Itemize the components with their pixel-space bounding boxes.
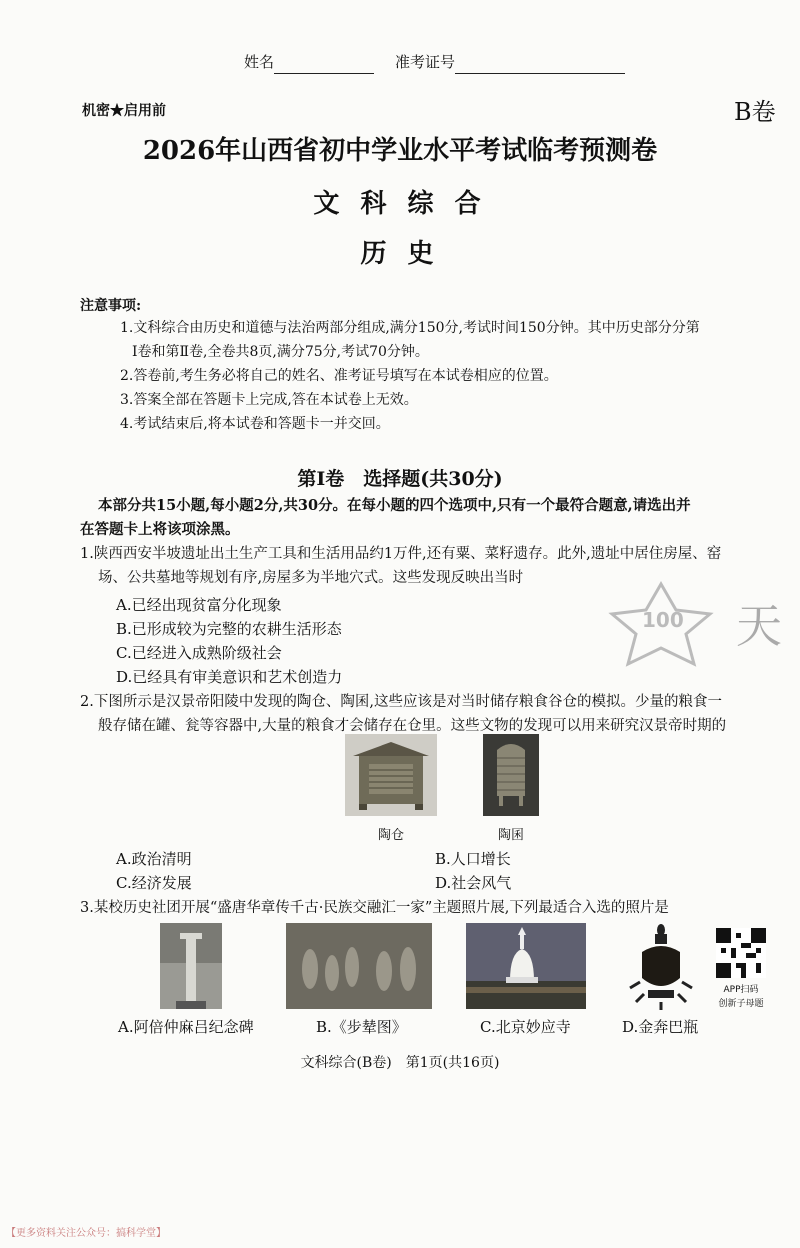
star-stamp-watermark <box>606 578 716 668</box>
section-intro: 在答题卡上将该项涂黑。 <box>80 521 240 538</box>
notes-item: Ⅰ卷和第Ⅱ卷,全卷共8页,满分75分,考试70分钟。 <box>132 344 429 360</box>
name-blank <box>274 57 374 74</box>
bottom-note: 【更多资料关注公众号：搞科学堂】 <box>6 1228 166 1239</box>
caption-silo: 陶囷 <box>497 828 524 843</box>
q2-option-b: B.人口增长 <box>435 850 511 868</box>
q2-stem: 2.下图所示是汉景帝阳陵中发现的陶仓、陶囷,这些应该是对当时储存粮食谷仓的模拟。少量的粮食一 <box>80 694 722 710</box>
exam-id-field <box>395 50 625 74</box>
q2-option-a: A.政治清明 <box>116 850 192 868</box>
golden-urn-photo <box>622 922 700 1012</box>
q1-stem: 场、公共墓地等规划有序,房屋多为半地穴式。这些发现反映出当时 <box>98 570 524 586</box>
exam-id-label: 准考证号 <box>395 53 456 71</box>
exam-id-blank <box>455 57 625 74</box>
q2-stem: 般存储在罐、瓮等容器中,大量的粮食才会储存在仓里。这些文物的发现可以用来研究汉景帝时期的 <box>98 718 727 734</box>
q3-option-c: C.北京妙应寺 <box>480 1018 571 1036</box>
section-intro: 本部分共15小题,每小题2分,共30分。在每小题的四个选项中,只有一个最符合题意,请选出并 <box>98 497 691 514</box>
q2-option-c: C.经济发展 <box>116 874 192 892</box>
stamp-text: 100 <box>642 608 684 632</box>
q1-option-d: D.已经具有审美意识和艺术创造力 <box>116 668 343 686</box>
qr-caption-2: 创新子母题 <box>718 999 764 1009</box>
q2-option-d: D.社会风气 <box>435 874 512 892</box>
notes-item: 3.答案全部在答题卡上完成,答在本试卷上无效。 <box>120 392 418 408</box>
q3-stem: 3.某校历史社团开展“盛唐华章传千古·民族交融汇一家”主题照片展,下列最适合入选的照片是 <box>80 900 669 916</box>
notes-item: 1.文科综合由历史和道德与法治两部分组成,满分150分,考试时间150分钟。其中历史部分分第 <box>120 320 700 336</box>
q3-option-b: B.《步辇图》 <box>316 1018 407 1036</box>
section-heading: 第Ⅰ卷 选择题(共30分) <box>297 468 503 490</box>
confidential-mark: 机密★启用前 <box>82 103 166 119</box>
name-label: 姓名 <box>244 53 275 71</box>
paper-version: B卷 <box>734 98 776 126</box>
notes-heading: 注意事项: <box>80 298 142 314</box>
subject-title: 文 科 综 合 <box>313 189 487 219</box>
qr-code-icon[interactable] <box>716 928 766 978</box>
pottery-silo-photo <box>483 734 539 816</box>
exam-title: 2026年山西省初中学业水平考试临考预测卷 <box>142 136 658 166</box>
q3-option-a: A.阿倍仲麻吕纪念碑 <box>118 1018 254 1036</box>
q1-option-c: C.已经进入成熟阶级社会 <box>116 644 282 662</box>
qr-caption-1: APP扫码 <box>723 985 759 995</box>
q1-option-a: A.已经出现贫富分化现象 <box>116 596 282 614</box>
caption-granary: 陶仓 <box>377 828 404 843</box>
pottery-granary-photo <box>345 734 437 816</box>
q1-stem: 1.陕西西安半坡遗址出土生产工具和生活用品约1万件,还有粟、菜籽遗存。此外,遗址中居住房屋、窑 <box>80 546 722 562</box>
name-field <box>244 50 374 74</box>
watermark-char: 天 <box>736 599 782 653</box>
notes-item: 4.考试结束后,将本试卷和答题卡一并交回。 <box>120 416 390 432</box>
miaoying-temple-photo <box>466 923 586 1009</box>
part-title: 历 史 <box>360 239 440 269</box>
bunian-painting-photo <box>286 923 432 1009</box>
abe-memorial-photo <box>160 923 222 1009</box>
notes-item: 2.答卷前,考生务必将自己的姓名、准考证号填写在本试卷相应的位置。 <box>120 368 558 384</box>
page-footer: 文科综合(B卷) 第1页(共16页) <box>300 1055 500 1071</box>
q3-option-d: D.金奔巴瓶 <box>622 1018 699 1036</box>
q1-option-b: B.已形成较为完整的农耕生活形态 <box>116 620 342 638</box>
